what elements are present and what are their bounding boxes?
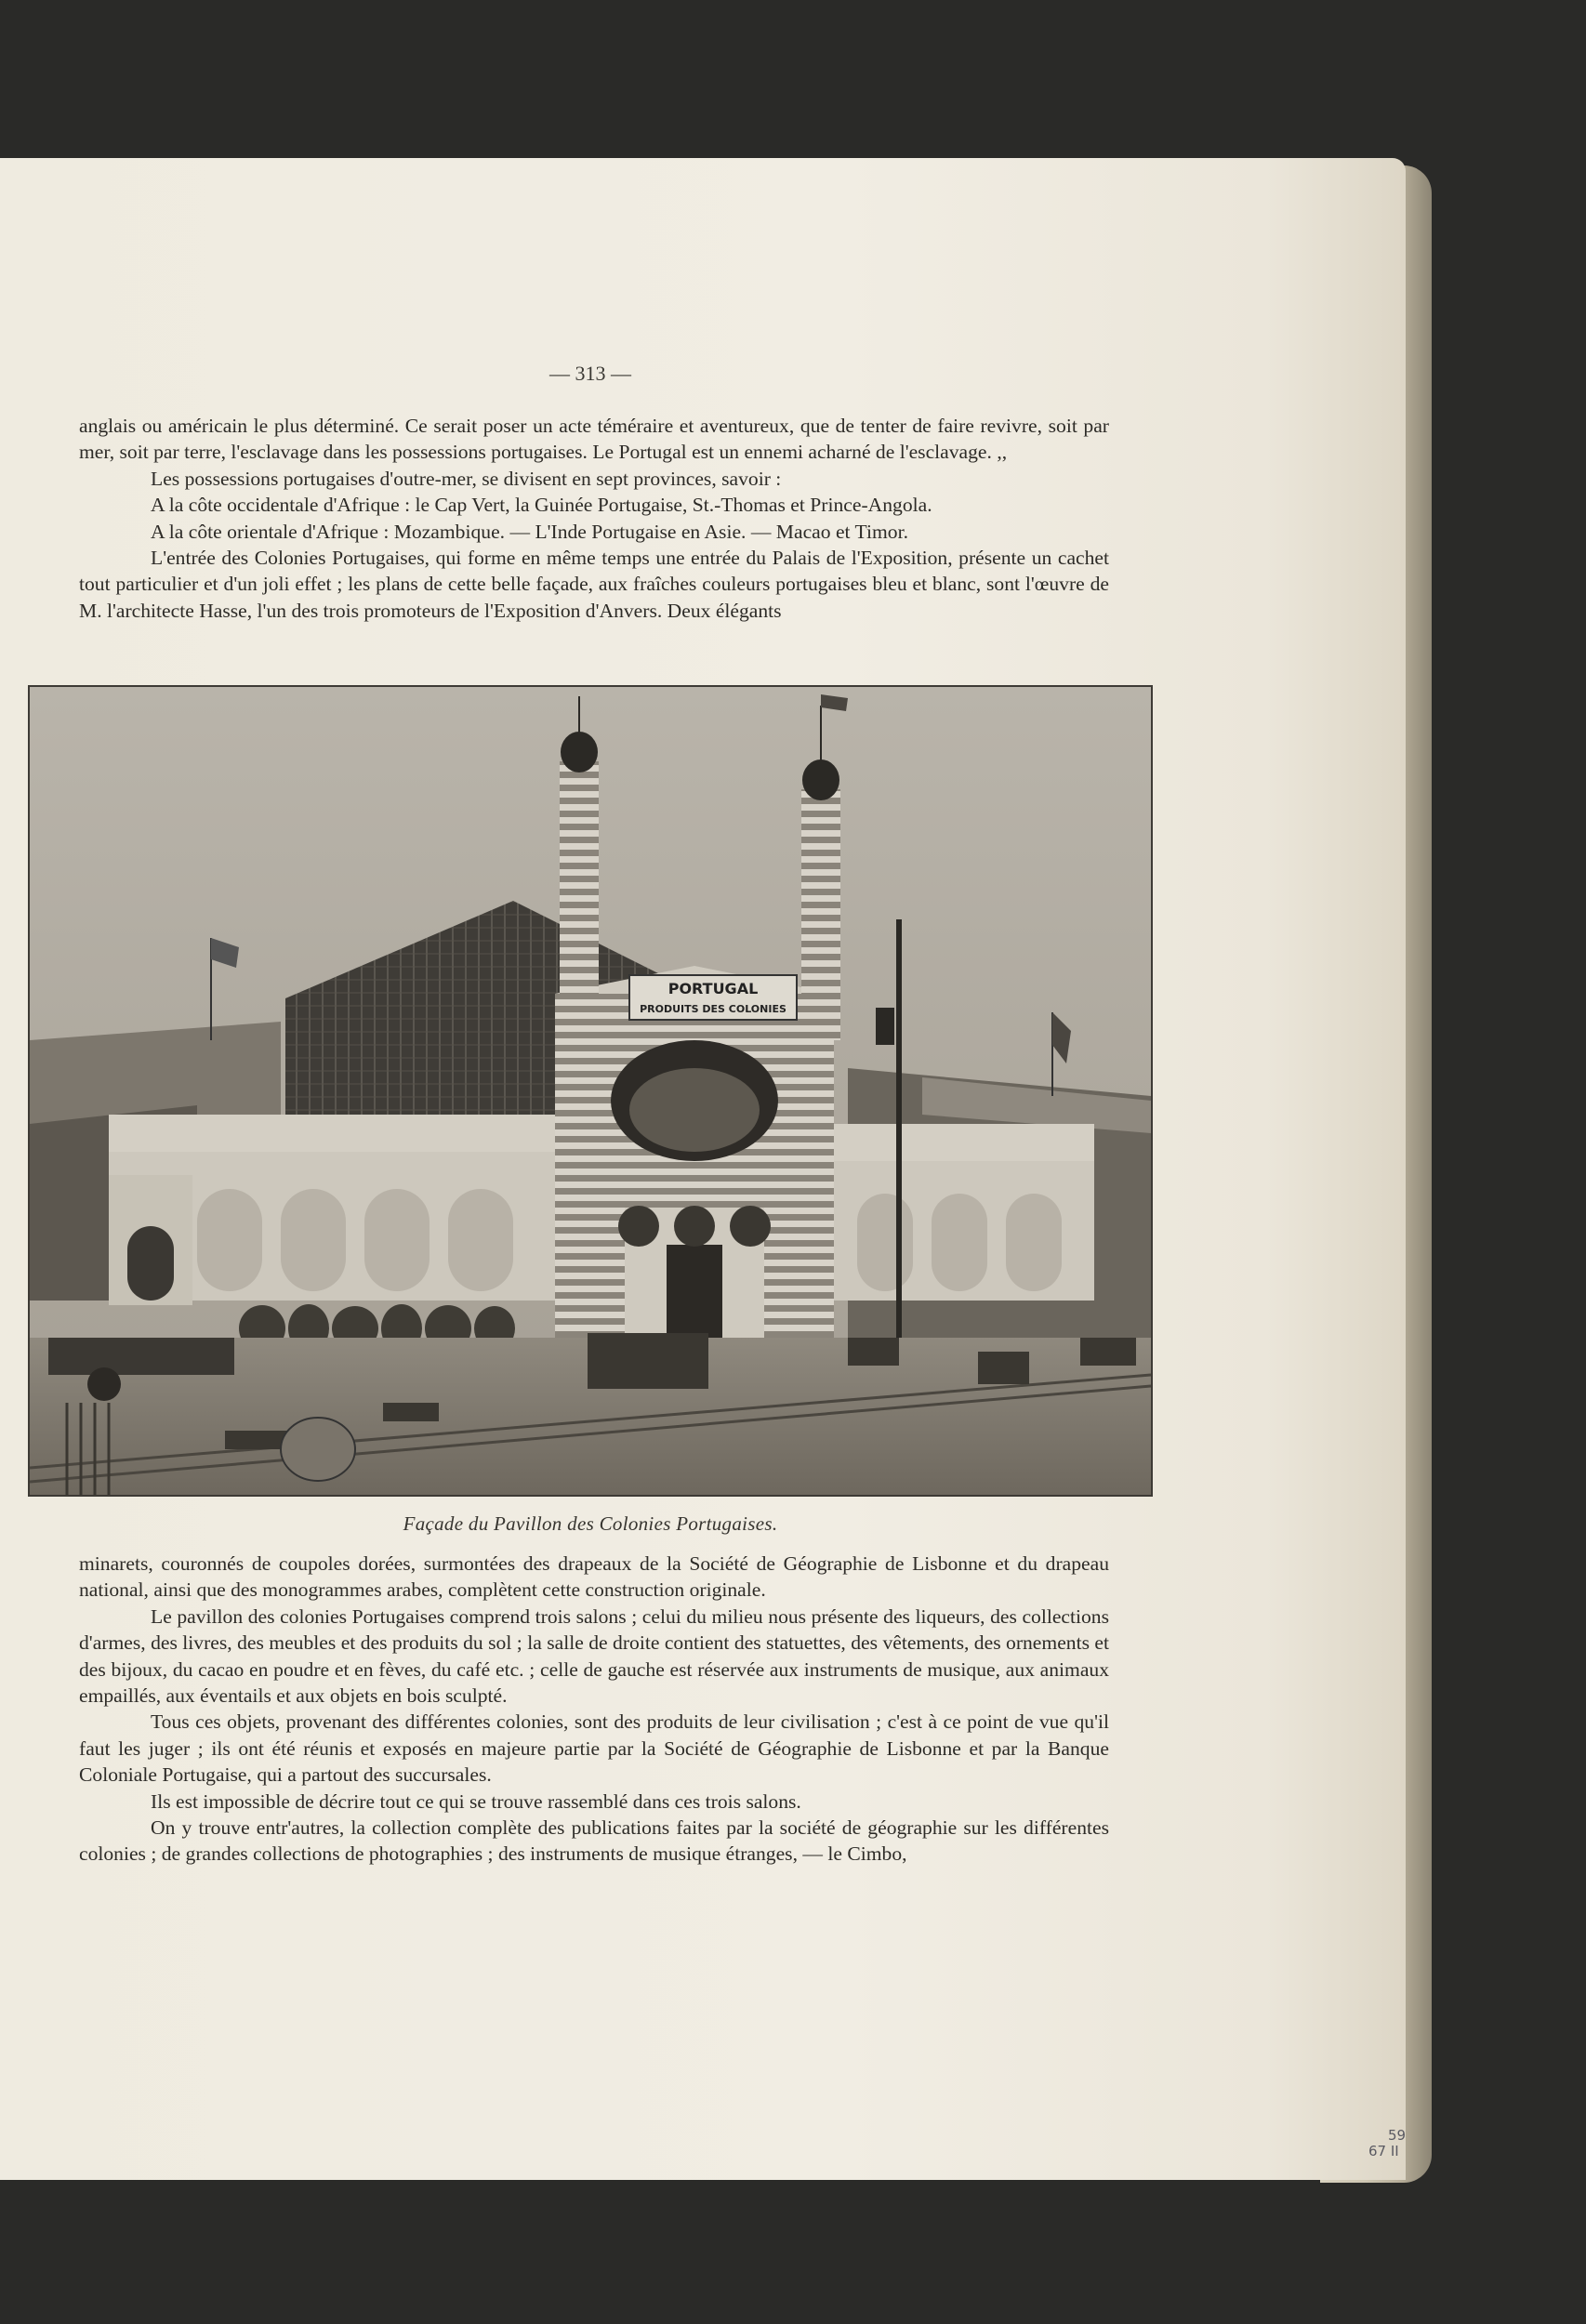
paragraph: Le pavillon des colonies Portugaises comprend trois salons ; celui du milieu nous présente des liqueurs, des collections d'armes, des livres, des meubles et des produits du sol ; la salle de droite contient des statuettes, des vêtements, des ornements et des bijoux, du cacao en poudre et en fèves, du café etc. ; celle de gauche est réservée aux instruments de musique, aux animaux empaillés, aux éventails et aux objets en bois sculpté. bbox=[79, 1604, 1109, 1708]
sign-line1: PORTUGAL bbox=[667, 980, 759, 997]
paragraph: A la côte orientale d'Afrique : Mozambique. — L'Inde Portugaise en Asie. — Macao et Timor. bbox=[151, 520, 908, 543]
text-block-bottom bbox=[79, 1551, 1109, 1868]
paragraph: Ils est impossible de décrire tout ce qui se trouve rassemblé dans ces trois salons. bbox=[151, 1789, 801, 1813]
text-block-top bbox=[79, 413, 1109, 624]
page-number: — 313 — bbox=[549, 362, 631, 385]
paragraph: minarets, couronnés de coupoles dorées, surmontées des drapeaux de la Société de Géographie de Lisbonne et du drapeau national, ainsi que des monogrammes arabes, complètent cette construction originale. bbox=[79, 1552, 1109, 1602]
paragraph: anglais ou américain le plus déterminé. Ce serait poser un acte téméraire et aventureux, que de tenter de faire revivre, soit par mer, soit par terre, l'esclavage dans les possessions portugaises. Le Portugal est un ennemi acharné de l'esclavage. ,, bbox=[79, 415, 1109, 464]
sign-line2: PRODUITS DES COLONIES bbox=[640, 1003, 786, 1015]
pavilion-photograph bbox=[28, 685, 1153, 1497]
margin-note: 67 II bbox=[1368, 2143, 1399, 2159]
paragraph: A la côte occidentale d'Afrique : le Cap Vert, la Guinée Portugaise, St.-Thomas et Prince-Angola. bbox=[151, 494, 932, 517]
paragraph: Les possessions portugaises d'outre-mer, se divisent en sept provinces, savoir : bbox=[151, 467, 782, 490]
figure-caption: Façade du Pavillon des Colonies Portugaises. bbox=[403, 1512, 778, 1535]
paragraph: Tous ces objets, provenant des différentes colonies, sont des produits de leur civilisation ; c'est à ce point de vue qu'il faut les juger ; ils ont été réunis et exposés en majeure partie par la Société de Géographie de Lisbonne et par la Banque Coloniale Portugaise, qui a partout des succursales. bbox=[79, 1710, 1109, 1787]
margin-note: 59 bbox=[1388, 2127, 1407, 2144]
pavilion-illustration bbox=[30, 687, 1151, 1495]
paragraph: L'entrée des Colonies Portugaises, qui forme en même temps une entrée du Palais de l'Exposition, présente un cachet tout particulier et d'un joli effet ; les plans de cette belle façade, aux fraîches couleurs portugaises bleu et blanc, sont l'œuvre de M. l'architecte Hasse, l'un des trois promoteurs de l'Exposition d'Anvers. Deux élégants bbox=[79, 547, 1109, 622]
paragraph: On y trouve entr'autres, la collection complète des publications faites par la société de géographie sur les différentes colonies ; de grandes collections de photographies ; des instruments de musique étranges, — le Cimbo, bbox=[79, 1816, 1109, 1866]
